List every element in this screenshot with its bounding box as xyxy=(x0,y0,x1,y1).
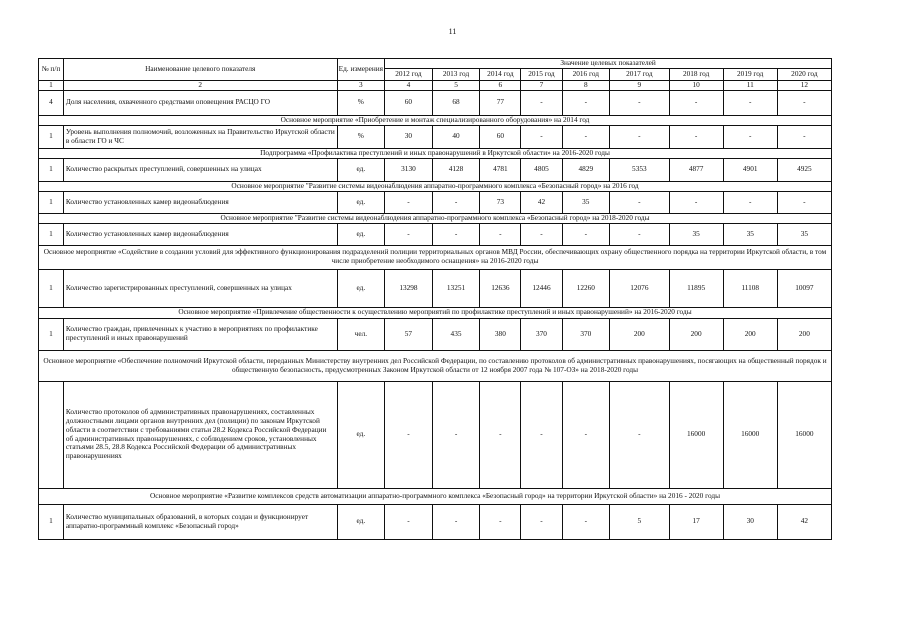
year-header: 2014 год xyxy=(480,68,521,80)
column-number: 6 xyxy=(480,80,521,90)
unit: ед. xyxy=(337,158,385,181)
indicator-value: 4829 xyxy=(562,158,610,181)
indicator-value: 5353 xyxy=(610,158,669,181)
indicator-value: 12446 xyxy=(521,269,562,307)
column-number: 7 xyxy=(521,80,562,90)
year-header: 2017 год xyxy=(610,68,669,80)
target-indicators-table xyxy=(38,58,832,540)
indicator-value: - xyxy=(521,504,562,539)
indicator-name: Количество раскрытых преступлений, совершенных на улицах xyxy=(63,158,337,181)
indicator-value: 60 xyxy=(480,125,521,148)
unit: ед. xyxy=(337,504,385,539)
header-target-values: Значение целевых показателей xyxy=(385,59,832,69)
indicator-value: - xyxy=(723,125,777,148)
indicator-value: 35 xyxy=(777,223,831,245)
section-title: Подпрограмма «Профилактика преступлений и иных правонарушений в Иркутской области» на 2016-2020 годы xyxy=(39,148,832,158)
indicator-row xyxy=(39,191,832,213)
indicator-value: 30 xyxy=(723,504,777,539)
indicator-name: Количество муниципальных образований, в которых создан и функционирует аппаратно-программный комплекс «Безопасный город» xyxy=(63,504,337,539)
section-row xyxy=(39,245,832,269)
indicator-value: - xyxy=(777,90,831,115)
unit: % xyxy=(337,125,385,148)
section-title: Основное мероприятие «Привлечение общественности к осуществлению мероприятий по профилактике преступлений и иных правонарушений» на 2016-2020 годы xyxy=(39,307,832,318)
indicator-value: - xyxy=(480,381,521,488)
column-number: 3 xyxy=(337,80,385,90)
indicator-value: 435 xyxy=(432,318,480,350)
column-number: 4 xyxy=(385,80,433,90)
indicator-value: 35 xyxy=(669,223,723,245)
row-number: 1 xyxy=(39,504,64,539)
indicator-value: 10097 xyxy=(777,269,831,307)
indicator-value: 4781 xyxy=(480,158,521,181)
indicator-value: - xyxy=(610,223,669,245)
indicator-value: 5 xyxy=(610,504,669,539)
indicator-value: 30 xyxy=(385,125,433,148)
indicator-value: - xyxy=(521,90,562,115)
indicator-name: Количество зарегистрированных преступлений, совершенных на улицах xyxy=(63,269,337,307)
indicator-value: - xyxy=(669,125,723,148)
year-header: 2013 год xyxy=(432,68,480,80)
indicator-value: 200 xyxy=(610,318,669,350)
section-row xyxy=(39,148,832,158)
indicator-value: 380 xyxy=(480,318,521,350)
indicator-value: 11895 xyxy=(669,269,723,307)
unit: ед. xyxy=(337,191,385,213)
indicator-value: 12076 xyxy=(610,269,669,307)
section-row xyxy=(39,350,832,381)
indicator-value: 13251 xyxy=(432,269,480,307)
indicator-value: 60 xyxy=(385,90,433,115)
indicator-value: - xyxy=(562,504,610,539)
indicator-value: 4925 xyxy=(777,158,831,181)
section-title: Основное мероприятие «Обеспечение полномочий Иркутской области, переданных Министерству внутренних дел Российской Федерации, по составлению протоколов об административных правонарушениях, посягающих на общественный порядок и общественную безопасность, предусмотренных Законом Иркутской области от 12 ноября 2007 года № 107-ОЗ» на 2018-2020 годы xyxy=(39,350,832,381)
row-number: 1 xyxy=(39,269,64,307)
indicator-row xyxy=(39,223,832,245)
section-title: Основное мероприятие "Развитие системы видеонаблюдения аппаратно-программного комплекса «Безопасный город» на 2018-2020 годы xyxy=(39,213,832,223)
indicator-value: - xyxy=(480,223,521,245)
indicator-value: 4805 xyxy=(521,158,562,181)
unit: ед. xyxy=(337,223,385,245)
indicator-value: 12260 xyxy=(562,269,610,307)
column-number: 5 xyxy=(432,80,480,90)
indicator-value: 16000 xyxy=(777,381,831,488)
column-number: 9 xyxy=(610,80,669,90)
unit: % xyxy=(337,90,385,115)
indicator-value: - xyxy=(723,191,777,213)
indicator-value: - xyxy=(521,125,562,148)
indicator-name: Количество протоколов об административных правонарушениях, составленных должностными лицами органов внутренних дел (полиции) по законам Иркутской области в соответствии с требованиями статьи 28.2 Кодекса Российской Федерации об административных правонарушениях, с соблюдением сроков, установленных статьями 28.5, 28.8 Кодекса Российской Федерации об административных правонарушениях xyxy=(63,381,337,488)
indicator-row xyxy=(39,318,832,350)
indicator-value: - xyxy=(521,381,562,488)
indicator-value: - xyxy=(521,223,562,245)
indicator-value: 200 xyxy=(723,318,777,350)
indicator-value: - xyxy=(480,504,521,539)
indicator-row xyxy=(39,90,832,115)
unit: чел. xyxy=(337,318,385,350)
section-title: Основное мероприятие "Развитие системы видеонаблюдения аппаратно-программного комплекса «Безопасный город» на 2016 год xyxy=(39,181,832,191)
unit: ед. xyxy=(337,381,385,488)
column-number: 1 xyxy=(39,80,64,90)
indicator-value: - xyxy=(432,223,480,245)
indicator-row xyxy=(39,504,832,539)
row-number: 1 xyxy=(39,318,64,350)
indicator-value: 16000 xyxy=(723,381,777,488)
indicator-value: 13298 xyxy=(385,269,433,307)
indicator-value: 370 xyxy=(521,318,562,350)
header-indicator-name: Наименование целевого показателя xyxy=(63,59,337,81)
indicator-value: - xyxy=(432,191,480,213)
section-row xyxy=(39,181,832,191)
indicator-value: 17 xyxy=(669,504,723,539)
indicator-value: 200 xyxy=(777,318,831,350)
indicator-value: 4901 xyxy=(723,158,777,181)
indicator-name: Количество граждан, привлеченных к участию в мероприятиях по профилактике преступлений и иных правонарушений xyxy=(63,318,337,350)
indicator-row xyxy=(39,381,832,488)
year-header: 2018 год xyxy=(669,68,723,80)
indicator-value: - xyxy=(385,381,433,488)
indicator-value: 35 xyxy=(562,191,610,213)
section-row xyxy=(39,213,832,223)
indicator-row xyxy=(39,125,832,148)
indicator-value: 57 xyxy=(385,318,433,350)
indicator-value: - xyxy=(669,191,723,213)
indicator-value: - xyxy=(610,125,669,148)
indicator-value: 77 xyxy=(480,90,521,115)
row-number: 4 xyxy=(39,90,64,115)
indicator-value: - xyxy=(432,504,480,539)
indicator-value: - xyxy=(669,90,723,115)
year-header: 2015 год xyxy=(521,68,562,80)
indicator-row xyxy=(39,269,832,307)
indicator-value: - xyxy=(610,90,669,115)
indicator-value: 68 xyxy=(432,90,480,115)
indicator-value: 4128 xyxy=(432,158,480,181)
indicator-value: 11108 xyxy=(723,269,777,307)
row-number: 1 xyxy=(39,223,64,245)
indicator-value: - xyxy=(562,223,610,245)
indicator-value: 35 xyxy=(723,223,777,245)
indicator-value: 42 xyxy=(777,504,831,539)
indicator-value: - xyxy=(562,90,610,115)
row-number: 1 xyxy=(39,191,64,213)
indicator-value: 40 xyxy=(432,125,480,148)
indicator-value: - xyxy=(432,381,480,488)
section-row xyxy=(39,307,832,318)
row-number xyxy=(39,381,64,488)
indicator-value: 370 xyxy=(562,318,610,350)
indicator-value: - xyxy=(385,504,433,539)
indicator-name: Количество установленных камер видеонаблюдения xyxy=(63,223,337,245)
row-number: 1 xyxy=(39,158,64,181)
indicator-row xyxy=(39,158,832,181)
indicator-value: - xyxy=(777,125,831,148)
unit: ед. xyxy=(337,269,385,307)
indicator-value: - xyxy=(385,191,433,213)
indicator-value: 42 xyxy=(521,191,562,213)
section-row xyxy=(39,115,832,125)
indicator-value: 4877 xyxy=(669,158,723,181)
section-title: Основное мероприятие «Приобретение и монтаж специализированного оборудования» на 2014 год xyxy=(39,115,832,125)
indicator-value: 3130 xyxy=(385,158,433,181)
section-title: Основное мероприятие «Развитие комплексов средств автоматизации аппаратно-программного комплекса «Безопасный город» на территории Иркутской области» на 2016 - 2020 годы xyxy=(39,488,832,504)
year-header: 2019 год xyxy=(723,68,777,80)
indicator-name: Доля населения, охваченного средствами оповещения РАСЦО ГО xyxy=(63,90,337,115)
header-num: № п/п xyxy=(39,59,64,81)
indicator-value: 200 xyxy=(669,318,723,350)
indicator-name: Количество установленных камер видеонаблюдения xyxy=(63,191,337,213)
year-header: 2020 год xyxy=(777,68,831,80)
indicator-value: - xyxy=(562,125,610,148)
year-header: 2012 год xyxy=(385,68,433,80)
column-number: 11 xyxy=(723,80,777,90)
section-title: Основное мероприятие «Содействие в создании условий для эффективного функционирования подразделений полиции территориальных органов МВД России, обеспечивающих охрану общественного порядка на территории Иркутской области, в том числе приобретение необходимого оснащения» на 2016-2020 годы xyxy=(39,245,832,269)
column-number: 8 xyxy=(562,80,610,90)
indicator-value: 73 xyxy=(480,191,521,213)
indicator-value: - xyxy=(385,223,433,245)
indicator-value: - xyxy=(610,381,669,488)
indicator-name: Уровень выполнения полномочий, возложенных на Правительство Иркутской области в области ГО и ЧС xyxy=(63,125,337,148)
column-number: 12 xyxy=(777,80,831,90)
indicator-value: 16000 xyxy=(669,381,723,488)
column-number: 10 xyxy=(669,80,723,90)
indicator-value: - xyxy=(723,90,777,115)
row-number: 1 xyxy=(39,125,64,148)
header-unit: Ед. измерения xyxy=(337,59,385,81)
year-header: 2016 год xyxy=(562,68,610,80)
indicator-value: 12636 xyxy=(480,269,521,307)
column-number: 2 xyxy=(63,80,337,90)
indicator-value: - xyxy=(777,191,831,213)
indicator-value: - xyxy=(610,191,669,213)
page-number: 11 xyxy=(448,27,457,36)
section-row xyxy=(39,488,832,504)
indicator-value: - xyxy=(562,381,610,488)
